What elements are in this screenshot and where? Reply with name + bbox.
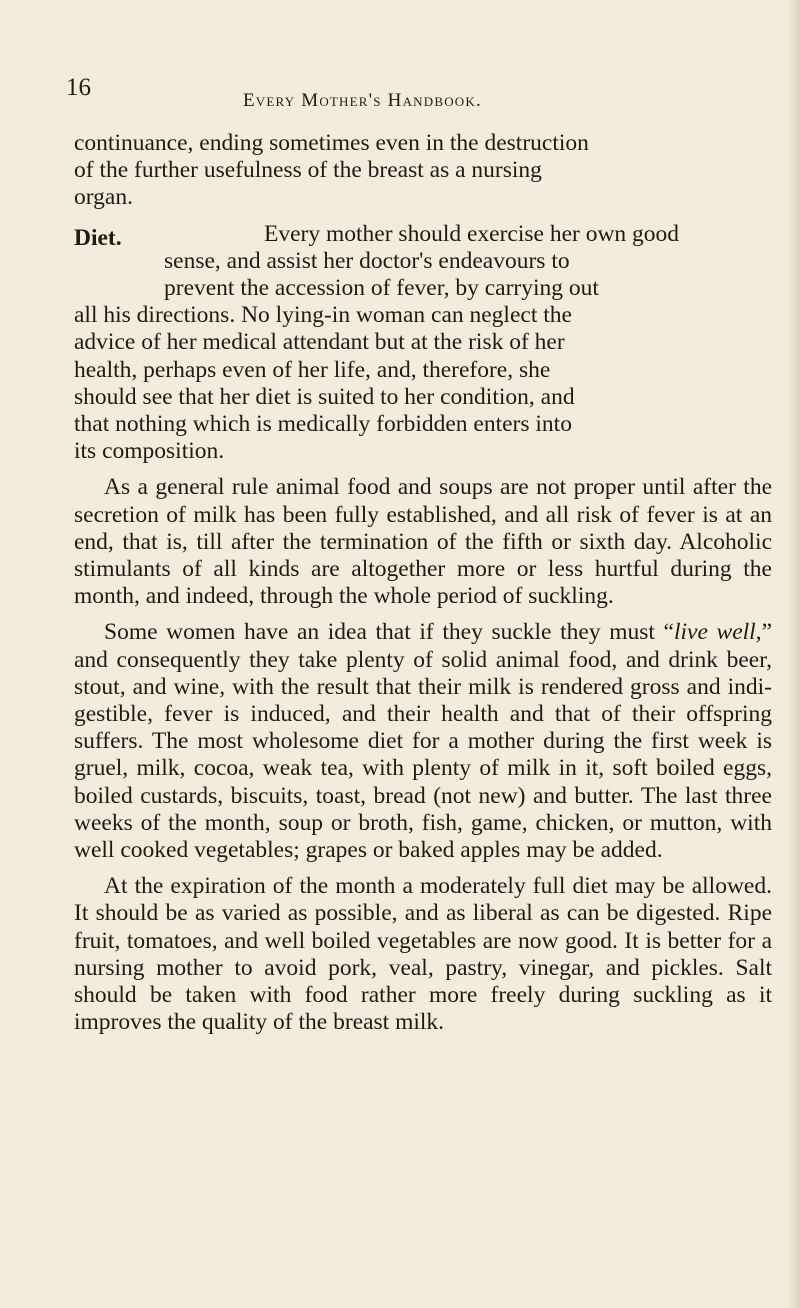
live-well-rest: ” and consequently they take plenty of solid animal food, and drink beer, stout, and wine, with the result that their milk is rendered gross and indi- gestible, fever is induced, and their health and that of their offspring suffers. The most wholesome diet for a mother during the first week is gruel, milk, cocoa, weak tea, with plenty of milk in it, soft boiled eggs, boiled custards, biscuits, toast, bread (not new) and butter. The last three weeks of the month, soup or broth, fish, game, chicken, or mutton, with well cooked vegetables; grapes or baked apples may be added. <box>74 619 772 864</box>
running-head: Every Mother's Handbook. <box>243 90 482 111</box>
live-well-italic: live well, <box>673 619 762 646</box>
paragraph-diet-intro <box>74 221 772 466</box>
paragraph-general-rule: As a general rule animal food and soups are not proper until after the secretion of milk has been fully established, and all risk of fever is at an end, that is, till after the termination of the fifth or sixth day. Alcoholic stimulants of all kinds are altogether more or less hurtful during the month, and indeed, through the whole period of suckling. <box>74 474 772 610</box>
text-line: prevent the accession of fever, by carrying out <box>164 275 599 302</box>
text-line: organ. <box>74 184 133 211</box>
live-well-lead: Some women have an idea that if they suckle they must “ <box>104 619 674 646</box>
paragraph-continuance <box>74 130 772 212</box>
text-line: should see that her diet is suited to her condition, and <box>74 383 575 410</box>
paragraph-live-well <box>74 619 772 864</box>
text-line: of the further usefulness of the breast as a nursing <box>74 157 542 184</box>
text-line: all his directions. No lying-in woman can neglect the <box>74 302 572 329</box>
text-line: sense, and assist her doctor's endeavours to <box>164 247 570 274</box>
text-line: health, perhaps even of her life, and, therefore, she <box>74 356 551 383</box>
page-header <box>0 74 800 111</box>
margin-note-diet: Diet. <box>74 225 122 251</box>
paragraph-expiration: At the expiration of the month a moderately full diet may be allowed. It should be as varied as possible, and as liberal as can be digested. Ripe fruit, tomatoes, and well boiled vegetables are now good. It is better for a nursing mother to avoid pork, veal, pastry, vinegar, and pickles. Salt should be taken with food rather more freely during suckling as it improves the quality of the breast milk. <box>74 873 772 1036</box>
text-line: Every mother should exercise her own good <box>264 220 680 247</box>
text-line: that nothing which is medically forbidden enters into <box>74 411 572 438</box>
body-text <box>74 130 772 1037</box>
text-line: advice of her medical attendant but at the risk of her <box>74 329 565 356</box>
text-line: continuance, ending sometimes even in the destruction <box>74 130 589 156</box>
text-line: its composition. <box>74 438 225 465</box>
page-number: 16 <box>66 74 91 101</box>
page-edge <box>786 0 800 1308</box>
